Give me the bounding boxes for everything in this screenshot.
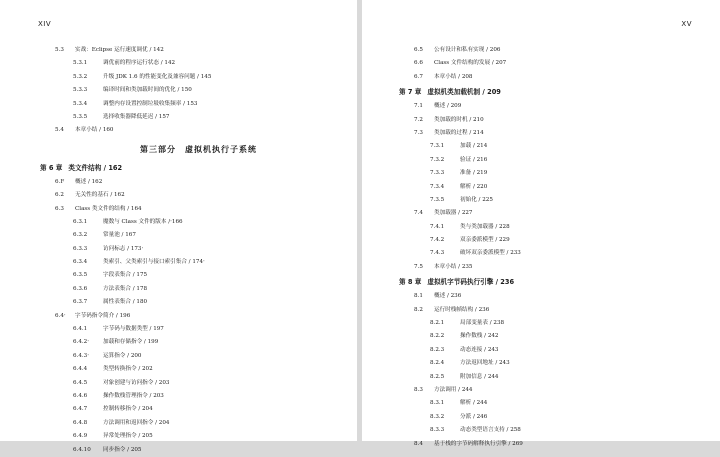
- toc-section-entry[interactable]: [362, 207, 720, 220]
- section-number: 8.2.5: [430, 373, 445, 380]
- section-title: 初始化 / 225: [460, 196, 493, 203]
- section-number: 5.3.3: [73, 87, 88, 94]
- toc-subsection-entry[interactable]: [362, 221, 720, 234]
- section-title: 对象创建与访问指令 / 203: [103, 379, 170, 386]
- toc-section-entry[interactable]: [362, 438, 720, 451]
- section-number: 6.4.1: [73, 326, 88, 333]
- section-title: 动态连接 / 243: [460, 346, 499, 353]
- section-number: 5.4: [55, 127, 64, 134]
- toc-subsection-entry[interactable]: [362, 357, 720, 370]
- toc-subsection-entry[interactable]: [0, 296, 357, 309]
- toc-subsection-entry[interactable]: [362, 247, 720, 260]
- section-number: 8.2.2: [430, 333, 445, 340]
- toc-section-entry[interactable]: [362, 100, 720, 113]
- section-title: 魔数与 Class 文件的版本 /·166: [103, 218, 183, 225]
- section-number: 8.3: [414, 386, 423, 393]
- toc-subsection-entry[interactable]: [0, 430, 357, 443]
- section-number: 6.4.2·: [73, 339, 90, 346]
- section-number: 8.2: [414, 306, 423, 313]
- toc-subsection-entry[interactable]: [0, 403, 357, 416]
- section-title: 公有设计和私有实现 / 206: [434, 47, 501, 53]
- section-title: 本章小结 / 235: [434, 263, 473, 270]
- section-number: 6.4.6: [73, 392, 88, 399]
- section-number: 6.3: [55, 205, 64, 212]
- toc-subsection-entry[interactable]: [0, 363, 357, 376]
- chapter-heading[interactable]: [362, 84, 720, 100]
- chapter-title: 虚拟机字节码执行引擎 / 236: [427, 278, 515, 287]
- section-title: 类加载器 / 227: [434, 210, 473, 217]
- toc-page-left: [0, 0, 357, 453]
- section-title: 方法返回地址 / 243: [460, 360, 510, 367]
- section-number: 8.3.2: [430, 413, 445, 420]
- toc-section-entry[interactable]: [362, 261, 720, 274]
- section-number: 6.3.7: [73, 299, 88, 306]
- section-number: 7.1: [414, 103, 423, 110]
- section-number: 7.3.1: [430, 143, 445, 150]
- section-title: 方法表集合 / 178: [103, 285, 148, 292]
- toc-subsection-entry[interactable]: [0, 84, 357, 97]
- toc-subsection-entry[interactable]: [362, 330, 720, 343]
- section-number: 7.3.5: [430, 196, 445, 203]
- toc-section-entry[interactable]: [362, 44, 720, 57]
- toc-subsection-entry[interactable]: [362, 317, 720, 330]
- section-number: 5.3: [55, 47, 64, 53]
- section-title: 基于栈的字节码解释执行引擎 / 269: [434, 440, 523, 447]
- section-title: 概述 / 236: [434, 293, 462, 300]
- section-title: 方法调用和返回指令 / 204: [103, 419, 170, 426]
- section-title: 字段表集合 / 175: [103, 272, 148, 279]
- section-title: 方法调用 / 244: [434, 386, 473, 393]
- section-number: 6.F: [55, 178, 65, 185]
- section-number: 6.4·: [55, 312, 66, 319]
- chapter-heading[interactable]: [362, 274, 720, 290]
- section-title: 破坏双亲委派模型 / 233: [460, 250, 521, 257]
- section-number: 8.3.1: [430, 400, 445, 407]
- section-number: 6.4.9: [73, 433, 88, 440]
- section-title: Class 类文件的结构 / 164: [75, 205, 142, 212]
- section-number: 7.4: [414, 210, 423, 217]
- toc-subsection-entry[interactable]: [0, 283, 357, 296]
- section-title: 类与类加载器 / 228: [460, 223, 510, 230]
- section-title: 访问标志 / 173·: [103, 245, 144, 252]
- section-title: 概述 / 162: [75, 178, 103, 185]
- section-title: 本章小结 / 208: [434, 73, 473, 80]
- section-title: 同步指令 / 205: [103, 446, 142, 453]
- section-number: 6.5: [414, 47, 423, 53]
- section-number: 7.3.4: [430, 183, 445, 190]
- section-number: 7.5: [414, 263, 423, 270]
- page-number: XV: [681, 20, 692, 28]
- toc-subsection-entry[interactable]: [362, 181, 720, 194]
- section-number: 7.2: [414, 116, 423, 123]
- section-number: 6.3.3: [73, 245, 88, 252]
- toc-section-entry[interactable]: [0, 310, 357, 323]
- toc-section-entry[interactable]: [0, 189, 357, 202]
- toc-section-entry[interactable]: [362, 71, 720, 84]
- toc-subsection-entry[interactable]: [0, 111, 357, 124]
- section-title: 实战：Eclipse 运行速度调优 / 142: [75, 47, 164, 53]
- section-title: 运行时栈帧结构 / 236: [434, 306, 490, 313]
- toc-subsection-entry[interactable]: [362, 234, 720, 247]
- section-number: 6.4.3·: [73, 352, 90, 359]
- section-number: 7.4.3: [430, 250, 445, 257]
- section-number: 6.4.8: [73, 419, 88, 426]
- section-title: 类加载的时机 / 210: [434, 116, 484, 123]
- toc-subsection-entry[interactable]: [0, 417, 357, 430]
- section-title: 常量池 / 167: [103, 232, 136, 239]
- section-number: 6.4.10: [73, 446, 91, 453]
- section-title: 本章小结 / 160: [75, 127, 114, 134]
- section-title: 解析 / 244: [460, 400, 488, 407]
- section-title: 解析 / 220: [460, 183, 488, 190]
- section-number: 6.3.2: [73, 232, 88, 239]
- section-number: 5.3.5: [73, 113, 88, 120]
- chapter-heading[interactable]: [0, 160, 357, 176]
- toc-section-entry[interactable]: [0, 203, 357, 216]
- toc-subsection-entry[interactable]: [0, 216, 357, 229]
- section-number: 7.4.2: [430, 237, 445, 244]
- toc-section-entry[interactable]: [362, 114, 720, 127]
- chapter-number: 第 7 章: [399, 88, 422, 97]
- toc-list: [0, 44, 357, 457]
- section-title: 类加载的过程 / 214: [434, 129, 484, 136]
- section-number: 7.4.1: [430, 223, 445, 230]
- section-number: 8.2.4: [430, 360, 445, 367]
- toc-subsection-entry[interactable]: [362, 397, 720, 410]
- section-title: 选择收集器降低延迟 / 157: [103, 113, 170, 120]
- section-title: 控制转移指令 / 204: [103, 406, 153, 413]
- section-title: 动态类型语言支持 / 258: [460, 427, 521, 434]
- section-number: 6.3.5: [73, 272, 88, 279]
- toc-subsection-entry[interactable]: [0, 256, 357, 269]
- toc-subsection-entry[interactable]: [0, 323, 357, 336]
- section-title: 操作数栈管理指令 / 203: [103, 392, 164, 399]
- toc-section-entry[interactable]: [362, 57, 720, 70]
- chapter-title: 类文件结构 / 162: [68, 163, 123, 172]
- page-number: XIV: [38, 20, 52, 28]
- toc-subsection-entry[interactable]: [0, 98, 357, 111]
- section-title: 操作数栈 / 242: [460, 333, 499, 340]
- toc-subsection-entry[interactable]: [362, 167, 720, 180]
- section-title: 运算指令 / 200: [103, 352, 142, 359]
- section-title: 类索引、父类索引与接口索引集合 / 174·: [103, 259, 205, 266]
- toc-page-right: [362, 0, 720, 447]
- chapter-title: 虚拟机类加载机制 / 209: [427, 88, 501, 97]
- part-heading: 第三部分 虚拟机执行子系统: [140, 143, 257, 154]
- section-title: 调整内存设置控制垃圾收集频率 / 153: [103, 100, 198, 107]
- toc-section-entry[interactable]: [0, 44, 357, 57]
- section-title: 字节码指令简介 / 196: [75, 312, 131, 319]
- section-number: 6.4.5: [73, 379, 88, 386]
- section-number: 8.2.3: [430, 346, 445, 353]
- toc-section-entry[interactable]: [362, 127, 720, 140]
- toc-section-entry[interactable]: [362, 384, 720, 397]
- section-number: 6.3.4: [73, 259, 88, 266]
- section-title: 升级 JDK 1.6 的性能变化及兼容问题 / 145: [103, 73, 212, 80]
- section-number: 7.3.3: [430, 170, 445, 177]
- toc-subsection-entry[interactable]: [362, 140, 720, 153]
- section-title: 分派 / 246: [460, 413, 488, 420]
- section-title: 类型转换指令 / 202: [103, 366, 153, 373]
- toc-subsection-entry[interactable]: [0, 390, 357, 403]
- chapter-number: 第 8 章: [399, 278, 422, 287]
- section-number: 6.3.1: [73, 218, 88, 225]
- section-title: 编译时间和类加载时间的优化 / 150: [103, 87, 192, 94]
- toc-subsection-entry[interactable]: [362, 344, 720, 357]
- section-title: 调优前的程序运行状态 / 142: [103, 60, 176, 67]
- toc-subsection-entry[interactable]: [0, 350, 357, 363]
- toc-subsection-entry[interactable]: [362, 194, 720, 207]
- section-title: 验证 / 216: [460, 156, 488, 163]
- section-title: Class 文件结构的发展 / 207: [434, 60, 507, 67]
- toc-subsection-entry[interactable]: [0, 243, 357, 256]
- toc-subsection-entry[interactable]: [0, 377, 357, 390]
- chapter-number: 第 6 章: [40, 163, 63, 172]
- section-title: 加载和存储指令 / 199: [103, 339, 159, 346]
- section-number: 6.7: [414, 73, 423, 80]
- toc-section-entry[interactable]: [362, 290, 720, 303]
- section-number: 6.3.6: [73, 285, 88, 292]
- toc-section-entry[interactable]: [0, 176, 357, 189]
- section-number: 6.4.7: [73, 406, 88, 413]
- section-number: 8.1: [414, 293, 423, 300]
- section-title: 概述 / 209: [434, 103, 462, 110]
- section-number: 5.3.2: [73, 73, 88, 80]
- toc-subsection-entry[interactable]: [362, 424, 720, 437]
- toc-subsection-entry[interactable]: [0, 229, 357, 242]
- section-number: 8.3.3: [430, 427, 445, 434]
- toc-subsection-entry[interactable]: [0, 444, 357, 457]
- section-number: 7.3.2: [430, 156, 445, 163]
- toc-subsection-entry[interactable]: [362, 154, 720, 167]
- toc-subsection-entry[interactable]: [0, 336, 357, 349]
- toc-section-entry[interactable]: [362, 304, 720, 317]
- section-number: 6.6: [414, 60, 423, 67]
- section-title: 局部变量表 / 238: [460, 320, 505, 327]
- toc-list: [362, 44, 720, 451]
- toc-subsection-entry[interactable]: [0, 71, 357, 84]
- section-number: 8.4: [414, 440, 423, 447]
- section-title: 异常处理指令 / 205: [103, 433, 153, 440]
- section-title: 准备 / 219: [460, 170, 488, 177]
- section-number: 8.2.1: [430, 320, 445, 327]
- section-number: 6.2: [55, 192, 64, 199]
- section-number: 5.3.1: [73, 60, 88, 67]
- section-title: 加载 / 214: [460, 143, 488, 150]
- toc-section-entry[interactable]: [0, 124, 357, 137]
- section-number: 6.4.4: [73, 366, 88, 373]
- section-number: 7.3: [414, 129, 423, 136]
- section-title: 双亲委派模型 / 229: [460, 237, 510, 244]
- section-title: 附加信息 / 244: [460, 373, 499, 380]
- toc-subsection-entry[interactable]: [362, 411, 720, 424]
- section-number: 5.3.4: [73, 100, 88, 107]
- toc-subsection-entry[interactable]: [0, 269, 357, 282]
- toc-subsection-entry[interactable]: [0, 57, 357, 70]
- section-title: 字节码与数据类型 / 197: [103, 326, 164, 333]
- section-title: 属性表集合 / 180: [103, 299, 148, 306]
- toc-subsection-entry[interactable]: [362, 371, 720, 384]
- section-title: 无关性的基石 / 162: [75, 192, 125, 199]
